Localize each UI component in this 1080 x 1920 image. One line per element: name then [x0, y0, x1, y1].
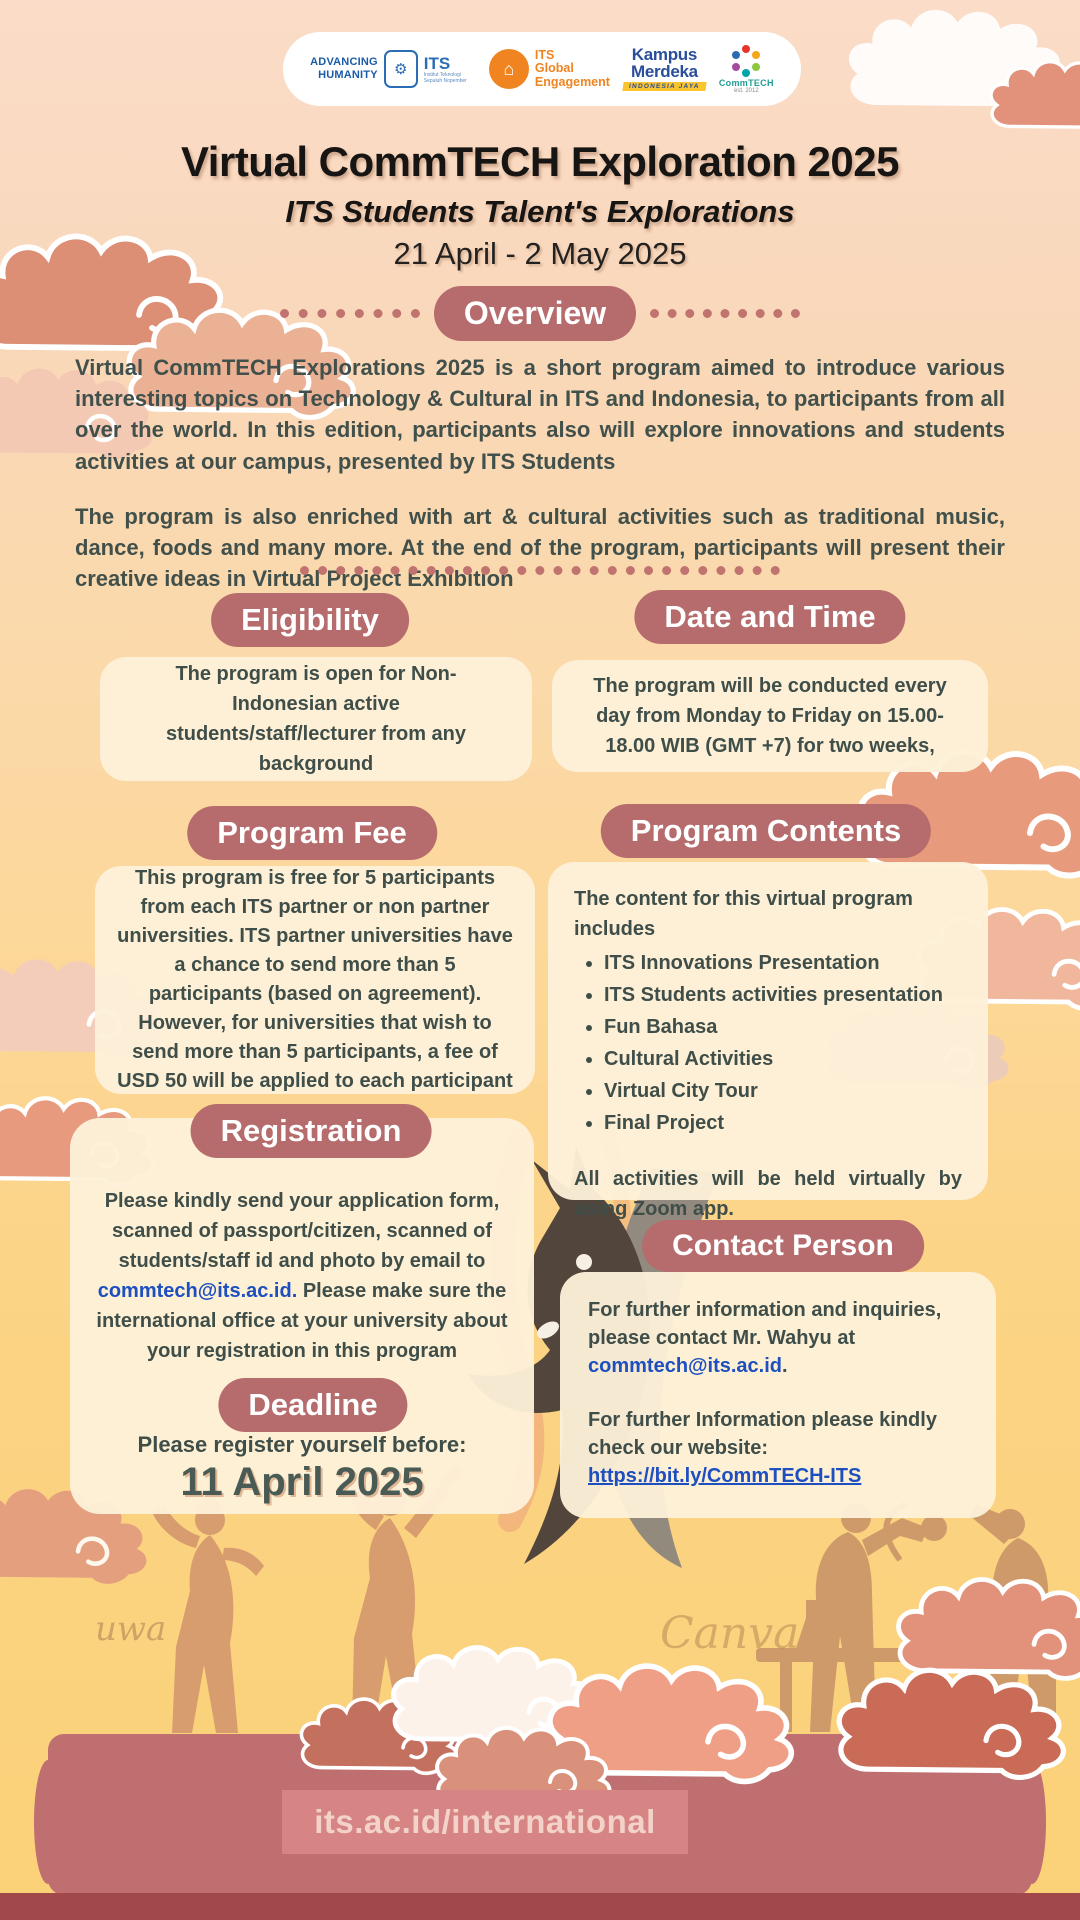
- ge-line: Engagement: [534, 74, 610, 89]
- global-engagement-emblem-icon: ⌂: [489, 49, 529, 89]
- program-contents-intro: The content for this virtual program includes: [574, 888, 913, 940]
- program-contents-heading: Program Contents: [601, 804, 931, 858]
- list-item: • Final Project: [604, 1108, 962, 1138]
- watermark-left: uwa: [95, 1609, 167, 1649]
- overview-paragraph-2: The program is also enriched with art & cultural activities such as traditional music, dance, foods and many more. At the end of the program, participants will present their creative ideas in Virtual Project Exhibition: [75, 503, 1005, 592]
- watermark-right: Canva: [660, 1608, 800, 1659]
- km-line: Merdeka: [630, 61, 698, 81]
- ge-line: ITS: [534, 47, 555, 62]
- advancing-humanity-label: HUMANITY: [318, 69, 378, 81]
- eligibility-body: The program is open for Non-Indonesian active students/staff/lecturer from any background: [165, 663, 467, 775]
- dotted-divider: [650, 309, 800, 318]
- eligibility-card: [100, 657, 532, 781]
- list-item: • Virtual City Tour: [604, 1076, 962, 1106]
- contact-text: .: [782, 1355, 788, 1377]
- overview-heading: Overview: [434, 286, 636, 341]
- overview-text: [75, 352, 1005, 595]
- registration-heading: Registration: [191, 1104, 432, 1158]
- commtech-logo: [719, 44, 774, 94]
- date-time-card: [552, 660, 988, 772]
- its-emblem-icon: ⚙: [384, 50, 418, 88]
- contact-email-link[interactable]: commtech@its.ac.id: [588, 1355, 783, 1377]
- km-line: Kampus: [631, 45, 698, 65]
- registration-text: Please make sure the international office at your university about your registration in this program: [96, 1280, 508, 1362]
- deadline-date: 11 April 2025: [180, 1460, 424, 1504]
- indonesia-jaya-ribbon: INDONESIA JAYA: [622, 82, 706, 91]
- commtech-name: CommTECH: [718, 78, 774, 88]
- program-contents-list: [574, 948, 962, 1138]
- list-item: • ITS Students activities presentation: [604, 980, 962, 1010]
- registration-text: Please kindly send your application form, scanned of passport/citizen, scanned of students/staff id and photo by email to: [104, 1190, 500, 1272]
- eligibility-heading: Eligibility: [211, 593, 409, 647]
- program-contents-card: [548, 862, 988, 1220]
- its-fullname: Institut Teknologi Sepuluh Nopember: [423, 71, 467, 84]
- program-fee-body: This program is free for 5 participants from each ITS partner or non partner universities. ITS partner universities have a chance to send more than 5 participants (based on agreement). However, for universities that wish to send more than 5 participants, a fee of USD 50 will be applied to each participant: [117, 867, 513, 1092]
- dotted-divider: [280, 309, 420, 318]
- deadline-label: Please register yourself before:: [137, 1432, 467, 1457]
- contact-text: For further information and inquiries, please contact Mr. Wahyu at: [588, 1299, 942, 1349]
- date-time-heading: Date and Time: [634, 590, 905, 644]
- date-time-body: The program will be conducted every day from Monday to Friday on 15.00-18.00 WIB (GMT +7) for two weeks,: [593, 675, 947, 757]
- its-logo: [310, 50, 476, 88]
- program-fee-heading: Program Fee: [187, 806, 437, 860]
- partner-logo-bar: [283, 32, 801, 106]
- overview-paragraph-1: Virtual CommTECH Explorations 2025 is a short program aimed to introduce various interesting topics on Technology & Cultural in ITS and Indonesia, to participants from all over the world. In this edition, participants also will explore innovations and students activities at our campus, presented by ITS Students: [75, 355, 1005, 474]
- website-link[interactable]: https://bit.ly/CommTECH-ITS: [588, 1465, 862, 1487]
- registration-email-link[interactable]: commtech@its.ac.id.: [97, 1280, 298, 1302]
- program-fee-card: [95, 866, 535, 1094]
- page-title: Virtual CommTECH Exploration 2025: [181, 138, 899, 185]
- deadline-heading: Deadline: [218, 1378, 407, 1432]
- contact-heading: Contact Person: [642, 1220, 924, 1272]
- dotted-divider: [300, 566, 780, 575]
- commtech-est: est. 2012: [733, 88, 759, 94]
- list-item: • Fun Bahasa: [604, 1012, 962, 1042]
- contact-paragraph-1: [588, 1296, 968, 1380]
- contact-text: For further Information please kindly check our website:: [588, 1409, 937, 1459]
- ge-line: Global: [534, 61, 574, 76]
- footer-url-box: [282, 1790, 688, 1854]
- its-global-engagement-logo: [489, 49, 610, 90]
- advancing-humanity-label: ADVANCING: [310, 56, 378, 69]
- contact-card: [560, 1272, 996, 1518]
- footer-url[interactable]: its.ac.id/international: [314, 1803, 656, 1840]
- registration-body: [94, 1186, 510, 1366]
- list-item: • ITS Innovations Presentation: [604, 948, 962, 978]
- contact-paragraph-2: [588, 1406, 968, 1490]
- program-contents-outro: All activities will be held virtually by using Zoom app.: [574, 1168, 962, 1220]
- its-acronym: ITS: [423, 53, 451, 73]
- list-item: • Cultural Activities: [604, 1044, 962, 1074]
- cloud-icon: [899, 1579, 1080, 1678]
- event-dates: 21 April - 2 May 2025: [393, 236, 687, 271]
- kampus-merdeka-logo: [623, 47, 706, 90]
- page-subtitle: ITS Students Talent's Explorations: [285, 194, 795, 229]
- commtech-emblem-icon: [729, 44, 763, 78]
